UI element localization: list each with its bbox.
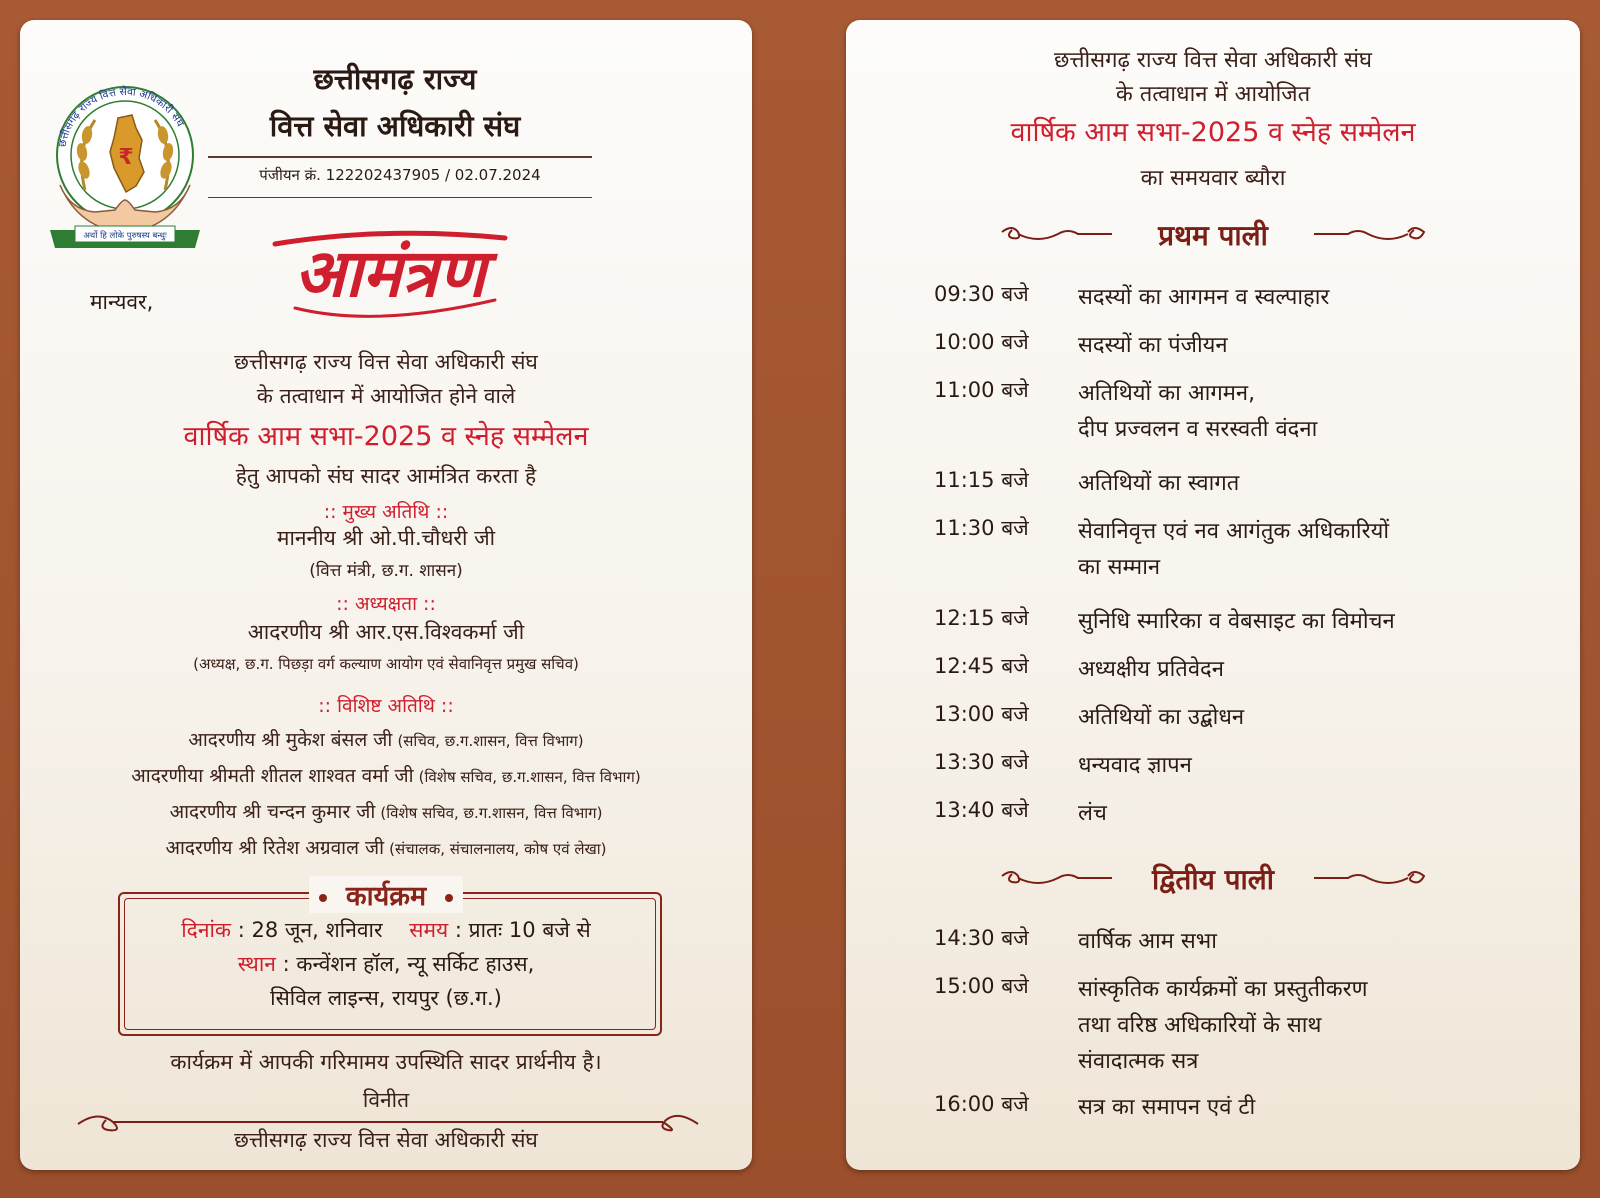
right-flourish xyxy=(1310,222,1428,248)
slot-time: 11:30 बजे xyxy=(934,516,1029,540)
schedule-card xyxy=(846,20,1580,1170)
slot-desc: सदस्यों का पंजीयन xyxy=(1078,333,1228,358)
svg-text:अर्थो हि लोके पुरुषस्य बन्धुः: अर्थो हि लोके पुरुषस्य बन्धुः xyxy=(83,231,167,241)
special-guest-item: आदरणीय श्री रितेश अग्रवाल जी (संचालक, संचालनालय, कोष एवं लेखा) xyxy=(165,837,607,859)
svg-text:₹: ₹ xyxy=(118,145,134,170)
schedule-header-line1: छत्तीसगढ़ राज्य वित्त सेवा अधिकारी संघ xyxy=(1053,48,1373,73)
slot-time: 13:40 बजे xyxy=(934,798,1029,822)
shift2-title: द्वितीय पाली xyxy=(1152,863,1274,896)
slot-time: 14:30 बजे xyxy=(934,926,1029,950)
slot-desc: वार्षिक आम सभा xyxy=(1078,929,1217,954)
slot-desc: अतिथियों का उद्बोधन xyxy=(1078,705,1245,730)
slot-time: 13:30 बजे xyxy=(934,750,1029,774)
date-label: दिनांक xyxy=(181,918,232,942)
svg-text:छत्तीसगढ़ राज्य वित्त सेवा अधि: छत्तीसगढ़ राज्य वित्त सेवा अधिकारी संघ xyxy=(56,85,187,149)
closing-line: कार्यक्रम में आपकी गरिमामय उपस्थिति सादर प्रार्थनीय है। xyxy=(170,1050,602,1074)
intro-line-1: छत्तीसगढ़ राज्य वित्त सेवा अधिकारी संघ xyxy=(234,350,538,374)
slot-desc: सुनिधि स्मारिका व वेबसाइट का विमोचन xyxy=(1078,609,1395,634)
salutation: मान्यवर, xyxy=(90,290,154,314)
slot-time: 10:00 बजे xyxy=(934,330,1029,354)
slot-time: 13:00 बजे xyxy=(934,702,1029,726)
slot-desc: सदस्यों का आगमन व स्वल्पाहार xyxy=(1078,285,1330,310)
svg-text:आमंत्रण: आमंत्रण xyxy=(294,234,486,312)
right-flourish xyxy=(1310,866,1428,892)
slot-desc: सत्र का समापन एवं टी xyxy=(1078,1095,1256,1120)
special-guests-label: :: विशिष्ट अतिथि :: xyxy=(318,695,454,717)
schedule-header-line2: के तत्वाधान में आयोजित xyxy=(1115,82,1311,107)
slot-desc: अध्यक्षीय प्रतिवेदन xyxy=(1078,657,1224,682)
registration-bar xyxy=(208,156,592,198)
slot-time: 16:00 बजे xyxy=(934,1092,1029,1116)
registration-number: पंजीयन क्रं. 122202437905 / 02.07.2024 xyxy=(259,166,541,184)
shift1-title: प्रथम पाली xyxy=(1158,219,1268,252)
slot-time: 11:00 बजे xyxy=(934,378,1029,402)
intro-line-3: हेतु आपको संघ सादर आमंत्रित करता है xyxy=(235,464,537,488)
schedule-header-line3: का समयवार ब्यौरा xyxy=(1140,166,1286,191)
time-value: : प्रातः 10 बजे से xyxy=(454,918,591,942)
org-title xyxy=(210,56,580,150)
event-title: वार्षिक आम सभा-2025 व स्नेह सम्मेलन xyxy=(183,421,589,452)
program-venue-line2: सिविल लाइन्स, रायपुर (छ.ग.) xyxy=(270,986,502,1010)
signature: छत्तीसगढ़ राज्य वित्त सेवा अधिकारी संघ xyxy=(234,1128,538,1152)
venue-value: : कन्वेंशन हॉल, न्यू सर्किट हाउस, xyxy=(282,952,535,976)
time-label: समय xyxy=(409,918,449,942)
slot-time: 11:15 बजे xyxy=(934,468,1029,492)
special-guest-item: आदरणीया श्रीमती शीतल शाश्वत वर्मा जी (विशेष सचिव, छ.ग.शासन, वित्त विभाग) xyxy=(131,765,641,787)
org-title-line2: वित्त सेवा अधिकारी संघ xyxy=(269,109,521,143)
chief-guest-name: माननीय श्री ओ.पी.चौधरी जी xyxy=(276,526,496,550)
program-date-time xyxy=(20,916,752,944)
special-guest-item: आदरणीय श्री मुकेश बंसल जी (सचिव, छ.ग.शासन, वित्त विभाग) xyxy=(188,729,584,751)
vineet: विनीत xyxy=(362,1088,410,1112)
aamantran-calligraphy xyxy=(255,216,525,328)
org-title-line1: छत्तीसगढ़ राज्य xyxy=(313,62,477,96)
special-guest-item: आदरणीय श्री चन्दन कुमार जी (विशेष सचिव, छ.ग.शासन, वित्त विभाग) xyxy=(169,801,603,823)
program-venue xyxy=(20,950,752,978)
intro-line-2: के तत्वाधान में आयोजित होने वाले xyxy=(256,384,516,408)
program-heading: कार्यक्रम xyxy=(20,876,752,913)
invitation-card xyxy=(20,20,752,1170)
slot-desc: सेवानिवृत्त एवं नव आगंतुक अधिकारियों का सम्मान xyxy=(1078,519,1390,580)
presidency-label: :: अध्यक्षता :: xyxy=(336,593,436,615)
presidency-name: आदरणीय श्री आर.एस.विश्वकर्मा जी xyxy=(247,620,525,644)
slot-desc: सांस्कृतिक कार्यक्रमों का प्रस्तुतीकरण तथा वरिष्ठ अधिकारियों के साथ संवादात्मक सत्र xyxy=(1078,977,1368,1074)
slot-time: 09:30 बजे xyxy=(934,282,1029,306)
venue-label: स्थान xyxy=(237,952,276,976)
slot-desc: अतिथियों का आगमन, दीप प्रज्वलन व सरस्वती वंदना xyxy=(1078,381,1318,442)
slot-desc: अतिथियों का स्वागत xyxy=(1078,471,1240,496)
chief-guest-role: (वित्त मंत्री, छ.ग. शासन) xyxy=(309,561,463,581)
chief-guest-label: :: मुख्य अतिथि :: xyxy=(323,501,449,523)
presidency-role: (अध्यक्ष, छ.ग. पिछड़ा वर्ग कल्याण आयोग एवं सेवानिवृत्त प्रमुख सचिव) xyxy=(193,655,579,673)
date-value: : 28 जून, शनिवार xyxy=(237,918,383,942)
association-logo xyxy=(40,60,210,255)
slot-desc: धन्यवाद ज्ञापन xyxy=(1078,753,1192,778)
schedule-event-title: वार्षिक आम सभा-2025 व स्नेह सम्मेलन xyxy=(1010,117,1416,148)
slot-time: 15:00 बजे xyxy=(934,974,1029,998)
slot-desc: लंच xyxy=(1078,801,1107,826)
slot-time: 12:15 बजे xyxy=(934,606,1029,630)
slot-time: 12:45 बजे xyxy=(934,654,1029,678)
